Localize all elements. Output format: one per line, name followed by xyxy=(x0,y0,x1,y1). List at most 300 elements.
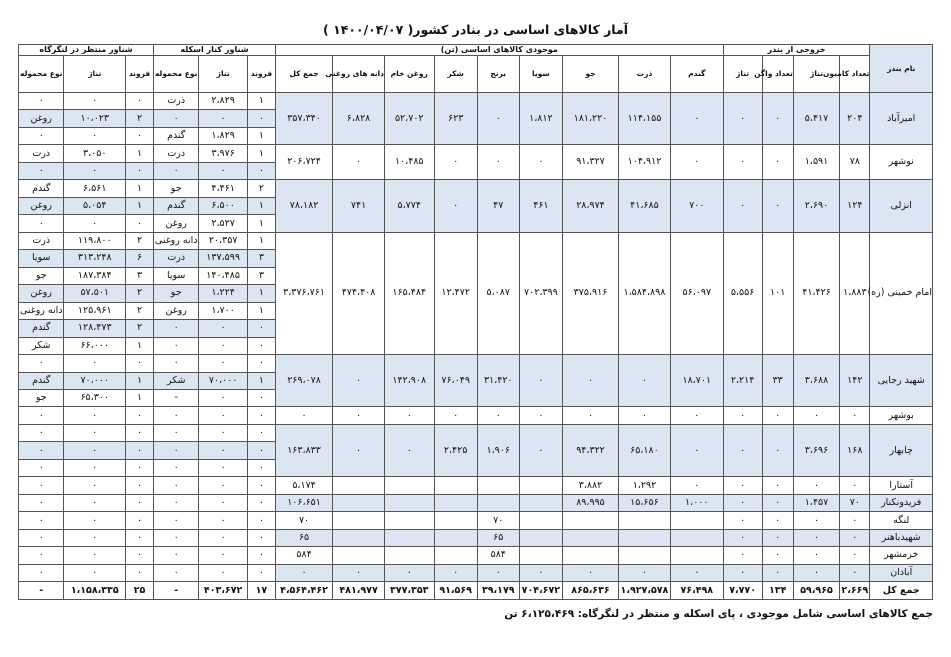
dock-cell: ۷۰،۰۰۰ xyxy=(199,372,248,389)
stock-cell: ۵،۱۷۴ xyxy=(275,477,332,494)
dock-cell: ۰ xyxy=(199,512,248,529)
wait-cell: ۰ xyxy=(64,424,126,441)
wait-cell: ذرت xyxy=(19,145,64,162)
dock-cell: ۰ xyxy=(199,162,248,179)
stock-column-header: برنج xyxy=(477,56,519,93)
stock-column-header: گندم xyxy=(670,56,723,93)
wait-cell: ۱۰،۰۲۳ xyxy=(64,110,126,127)
wait-cell: ۰ xyxy=(125,162,153,179)
port-name: نوشهر xyxy=(870,145,933,180)
stock-cell: ۴۶۱ xyxy=(519,180,562,232)
stock-cell: ۶۲۳ xyxy=(434,93,477,145)
stock-cell: ۰ xyxy=(434,564,477,581)
stock-column-header: جمع کل xyxy=(275,56,332,93)
dock-cell: ۰ xyxy=(247,477,275,494)
wait-cell: ۰ xyxy=(125,407,153,424)
port-name: امام خمینی (ره) xyxy=(870,232,933,354)
wait-cell: ۰ xyxy=(19,162,64,179)
port-name: لنگه xyxy=(870,512,933,529)
table-row xyxy=(19,494,933,511)
wait-cell: جو xyxy=(19,389,64,406)
dock-cell: ۴،۴۶۱ xyxy=(199,180,248,197)
wait-cell: ۰ xyxy=(19,407,64,424)
table-row xyxy=(19,564,933,581)
stock-cell xyxy=(384,529,434,546)
total-exit-cell: ۷،۷۷۰ xyxy=(723,582,762,600)
dock-cell: ۰ xyxy=(247,564,275,581)
port-header: نام بندر xyxy=(870,45,933,93)
total-wait-cell: ۲۵ xyxy=(125,582,153,600)
dock-cell: ۳ xyxy=(247,267,275,284)
dock-cell: ۱ xyxy=(247,127,275,144)
total-stock-cell: ۳۹،۱۷۹ xyxy=(477,582,519,600)
port-name: امیرآباد xyxy=(870,93,933,145)
dock-cell: ۰ xyxy=(154,547,199,564)
dock-cell: ۰ xyxy=(154,320,199,337)
wait-cell: ۰ xyxy=(64,529,126,546)
stock-cell: ۰ xyxy=(519,564,562,581)
exit-cell: ۰ xyxy=(840,512,870,529)
wait-cell: ۰ xyxy=(19,424,64,441)
exit-cell: ۰ xyxy=(840,564,870,581)
exit-cell: ۰ xyxy=(723,529,762,546)
stock-cell: ۰ xyxy=(670,477,723,494)
exit-cell: ۰ xyxy=(723,424,762,476)
dock-cell: ۱۳۷،۵۹۹ xyxy=(199,250,248,267)
wait-cell: ۰ xyxy=(64,442,126,459)
total-stock-cell: ۳۷۷،۳۵۳ xyxy=(384,582,434,600)
wait-cell: ۳،۰۵۰ xyxy=(64,145,126,162)
port-name: آستارا xyxy=(870,477,933,494)
wait-cell: ۱ xyxy=(125,372,153,389)
wait-cell: ۰ xyxy=(125,127,153,144)
exit-cell: ۱،۵۹۱ xyxy=(793,145,839,180)
dock-cell: ۰ xyxy=(199,477,248,494)
exit-cell: ۰ xyxy=(723,93,762,145)
stock-cell: ۵،۷۷۴ xyxy=(384,180,434,232)
stock-cell: ۷۴۱ xyxy=(333,180,385,232)
stock-cell: ۲۶۹،۰۷۸ xyxy=(275,355,332,407)
stock-cell: ۳۷۵،۹۱۶ xyxy=(562,232,618,354)
dock-cell: روغن xyxy=(154,215,199,232)
wait-cell: ۰ xyxy=(19,215,64,232)
wait-cell: ۵۷،۵۰۱ xyxy=(64,285,126,302)
dock-cell: ۰ xyxy=(247,320,275,337)
stock-cell: ۲۰۶،۷۲۴ xyxy=(275,145,332,180)
stock-cell: ۰ xyxy=(519,145,562,180)
stock-cell: ۰ xyxy=(434,407,477,424)
exit-cell: ۰ xyxy=(762,407,793,424)
exit-cell: ۳،۶۸۸ xyxy=(793,355,839,407)
dock-cell: ۰ xyxy=(247,529,275,546)
port-name: آبادان xyxy=(870,564,933,581)
exit-cell: ۰ xyxy=(840,407,870,424)
dock-column-header: نوع محموله xyxy=(154,56,199,93)
dock-cell: ۰ xyxy=(154,442,199,459)
exit-cell: ۵،۵۵۶ xyxy=(723,232,762,354)
stock-cell: ۱،۵۸۴،۸۹۸ xyxy=(619,232,671,354)
dock-cell: ۰ xyxy=(247,162,275,179)
wait-cell: ۰ xyxy=(19,93,64,110)
exit-cell: ۰ xyxy=(793,547,839,564)
dock-cell: ۱،۷۰۰ xyxy=(199,302,248,319)
exit-cell: ۰ xyxy=(762,477,793,494)
stock-cell: ۳،۸۸۲ xyxy=(562,477,618,494)
table-row xyxy=(19,477,933,494)
total-stock-cell: ۸۶۵،۶۳۶ xyxy=(562,582,618,600)
exit-column-header: تناژ xyxy=(723,56,762,93)
wait-cell: ۰ xyxy=(64,407,126,424)
exit-cell: ۰ xyxy=(762,494,793,511)
stock-cell: ۷۶،۰۴۹ xyxy=(434,355,477,407)
exit-cell: ۰ xyxy=(793,564,839,581)
dock-cell: ۳،۹۷۶ xyxy=(199,145,248,162)
stock-cell: ۰ xyxy=(384,564,434,581)
wait-cell: ۱۸۷،۳۸۴ xyxy=(64,267,126,284)
table-row xyxy=(19,355,933,372)
wait-cell: ۰ xyxy=(125,424,153,441)
exit-cell: ۰ xyxy=(723,547,762,564)
footer-summary: جمع کالاهای اساسی شامل موجودی ، پای اسکله و منتظر در لنگرگاه: ۶،۱۲۵،۴۶۹ تن xyxy=(504,608,933,620)
stock-cell: ۰ xyxy=(670,93,723,145)
stock-cell: ۶۵،۱۸۰ xyxy=(619,424,671,476)
stock-cell: ۵۸۴ xyxy=(477,547,519,564)
stock-cell: ۷۸،۱۸۲ xyxy=(275,180,332,232)
wait-cell: ۱۲۵،۹۶۱ xyxy=(64,302,126,319)
stock-cell xyxy=(670,529,723,546)
stock-cell: ۱۰۴،۹۱۲ xyxy=(619,145,671,180)
stock-cell: ۱۶۵،۴۸۴ xyxy=(384,232,434,354)
wait-cell: ۱ xyxy=(125,180,153,197)
wait-cell: روغن xyxy=(19,285,64,302)
stock-cell: ۳۵۷،۳۴۰ xyxy=(275,93,332,145)
dock-cell: ۶،۵۰۰ xyxy=(199,197,248,214)
wait-cell: ۶ xyxy=(125,250,153,267)
exit-cell: ۴۱،۴۲۶ xyxy=(793,232,839,354)
stock-cell xyxy=(434,512,477,529)
stock-cell: ۰ xyxy=(333,355,385,407)
total-stock-cell: ۷۶،۴۹۸ xyxy=(670,582,723,600)
wait-cell: ۲ xyxy=(125,302,153,319)
wait-cell: ۰ xyxy=(64,215,126,232)
wait-cell: ۰ xyxy=(19,442,64,459)
stock-cell: ۱،۰۰۰ xyxy=(670,494,723,511)
wait-cell: ۰ xyxy=(125,355,153,372)
stock-cell xyxy=(619,529,671,546)
stock-cell: ۵۸۴ xyxy=(275,547,332,564)
stock-cell: ۱۵،۶۵۶ xyxy=(619,494,671,511)
exit-cell: ۳۳ xyxy=(762,355,793,407)
dock-column-header: فروند xyxy=(247,56,275,93)
stock-cell xyxy=(619,547,671,564)
stock-cell xyxy=(562,547,618,564)
wait-cell: ۲ xyxy=(125,232,153,249)
stock-column-header: شکر xyxy=(434,56,477,93)
stock-cell xyxy=(519,494,562,511)
stock-cell xyxy=(562,529,618,546)
wait-cell: ۷۰،۰۰۰ xyxy=(64,372,126,389)
stock-cell xyxy=(434,494,477,511)
dock-cell: ۰ xyxy=(199,337,248,354)
dock-cell: ۰ xyxy=(199,529,248,546)
stock-cell xyxy=(519,477,562,494)
wait-cell: ۰ xyxy=(125,564,153,581)
stock-cell: ۵،۰۸۷ xyxy=(477,232,519,354)
total-stock-cell: ۹۱،۵۶۹ xyxy=(434,582,477,600)
exit-cell: ۰ xyxy=(793,407,839,424)
stock-cell: ۰ xyxy=(275,564,332,581)
exit-cell: ۱۰۱ xyxy=(762,232,793,354)
stock-cell: ۰ xyxy=(619,564,671,581)
wait-cell: ۰ xyxy=(19,459,64,476)
dock-cell: ۱۴۰،۴۸۵ xyxy=(199,267,248,284)
stock-column-header: دانه های روغنی xyxy=(333,56,385,93)
wait-column-header: فروند xyxy=(125,56,153,93)
wait-column-header: تناژ xyxy=(64,56,126,93)
table-row xyxy=(19,512,933,529)
wait-cell: ۰ xyxy=(64,494,126,511)
wait-cell: سویا xyxy=(19,250,64,267)
dock-cell: دانه روغنی xyxy=(154,232,199,249)
stock-cell: ۰ xyxy=(670,407,723,424)
dock-cell: ۰ xyxy=(154,407,199,424)
stock-cell xyxy=(333,512,385,529)
wait-cell: ۰ xyxy=(125,459,153,476)
dock-cell: ۰ xyxy=(247,389,275,406)
exit-cell: ۰ xyxy=(762,529,793,546)
stock-cell: ۰ xyxy=(670,424,723,476)
dock-cell: ۰ xyxy=(199,459,248,476)
dock-cell: گندم xyxy=(154,197,199,214)
stock-cell xyxy=(333,547,385,564)
dock-cell: ۰ xyxy=(247,110,275,127)
stock-cell: ۱،۸۱۲ xyxy=(519,93,562,145)
stock-cell: ۰ xyxy=(275,407,332,424)
exit-cell: ۰ xyxy=(762,180,793,232)
table-row xyxy=(19,547,933,564)
exit-cell: ۰ xyxy=(793,477,839,494)
stock-cell: ۱۸،۷۰۱ xyxy=(670,355,723,407)
dock-cell: ۱ xyxy=(247,197,275,214)
stock-cell: ۶۵ xyxy=(275,529,332,546)
wait-cell: ۰ xyxy=(64,459,126,476)
dock-cell: ۰ xyxy=(199,407,248,424)
wait-cell: ۰ xyxy=(64,512,126,529)
dock-cell: ۰ xyxy=(154,477,199,494)
wait-group-header: شناور منتظر در لنگرگاه xyxy=(19,45,154,56)
stock-cell xyxy=(477,477,519,494)
stock-cell xyxy=(333,529,385,546)
stock-cell xyxy=(477,494,519,511)
total-exit-cell: ۵۹،۹۶۵ xyxy=(793,582,839,600)
wait-cell: ۱۲۸،۴۷۳ xyxy=(64,320,126,337)
dock-cell: جو xyxy=(154,285,199,302)
exit-cell: ۷۸ xyxy=(840,145,870,180)
table-row xyxy=(19,180,933,197)
wait-cell: ۱ xyxy=(125,389,153,406)
dock-cell: سویا xyxy=(154,267,199,284)
dock-cell: ۰ xyxy=(247,547,275,564)
dock-cell: ۰ xyxy=(154,564,199,581)
stock-cell: ۱۲،۴۷۲ xyxy=(434,232,477,354)
exit-cell: ۰ xyxy=(762,424,793,476)
stock-cell: ۱۰،۴۸۵ xyxy=(384,145,434,180)
total-label: جمع کل xyxy=(870,582,933,600)
exit-cell: ۱۶۸ xyxy=(840,424,870,476)
stock-cell: ۰ xyxy=(519,355,562,407)
total-dock-cell: ۴۰۳،۶۷۲ xyxy=(199,582,248,600)
wait-cell: ۶۶،۰۰۰ xyxy=(64,337,126,354)
stock-cell: ۰ xyxy=(384,424,434,476)
dock-cell: ۰ xyxy=(199,547,248,564)
exit-cell: ۰ xyxy=(723,564,762,581)
stock-cell: ۴۷۴،۴۰۸ xyxy=(333,232,385,354)
stock-cell xyxy=(434,477,477,494)
exit-cell: ۰ xyxy=(762,145,793,180)
wait-cell: ذرت xyxy=(19,232,64,249)
wait-cell: ۱ xyxy=(125,197,153,214)
wait-cell: ۰ xyxy=(125,477,153,494)
wait-cell: ۰ xyxy=(19,494,64,511)
stock-cell: ۶،۸۲۸ xyxy=(333,93,385,145)
wait-cell: ۲ xyxy=(125,320,153,337)
stock-cell: ۰ xyxy=(670,564,723,581)
wait-cell: ۵،۰۵۴ xyxy=(64,197,126,214)
stock-cell: ۵۶،۰۹۷ xyxy=(670,232,723,354)
total-exit-cell: ۲،۶۶۹ xyxy=(840,582,870,600)
stock-cell: ۰ xyxy=(434,180,477,232)
wait-cell: ۰ xyxy=(19,512,64,529)
stock-cell: ۰ xyxy=(477,145,519,180)
dock-group-header: شناور کنار اسکله xyxy=(154,45,276,56)
wait-cell: ۶۵،۳۰۰ xyxy=(64,389,126,406)
stock-cell xyxy=(384,477,434,494)
exit-cell: ۰ xyxy=(840,477,870,494)
stock-column-header: جو xyxy=(562,56,618,93)
port-name: انزلی xyxy=(870,180,933,232)
stock-cell xyxy=(562,512,618,529)
port-name: چابهار xyxy=(870,424,933,476)
stock-cell: ۰ xyxy=(477,564,519,581)
dock-cell: ۰ xyxy=(199,355,248,372)
port-name: شهیدباهنر xyxy=(870,529,933,546)
exit-cell: ۰ xyxy=(723,145,762,180)
basic-goods-table xyxy=(18,44,933,600)
dock-cell: ذرت xyxy=(154,250,199,267)
stock-cell: ۹۴،۳۲۲ xyxy=(562,424,618,476)
wait-cell: ۰ xyxy=(19,477,64,494)
wait-cell: ۰ xyxy=(125,547,153,564)
wait-cell: دانه روغنی xyxy=(19,302,64,319)
stock-cell: ۴۱،۶۸۵ xyxy=(619,180,671,232)
stock-cell: ۰ xyxy=(519,407,562,424)
dock-cell: ۰ xyxy=(199,389,248,406)
stock-cell: ۰ xyxy=(477,407,519,424)
exit-cell: ۰ xyxy=(762,564,793,581)
wait-cell: ۰ xyxy=(64,564,126,581)
dock-cell: ۱،۸۲۹ xyxy=(199,127,248,144)
exit-cell: ۰ xyxy=(723,494,762,511)
exit-cell: ۰ xyxy=(723,407,762,424)
exit-cell: ۱۴۲ xyxy=(840,355,870,407)
table-row xyxy=(19,93,933,110)
dock-cell: ۰ xyxy=(154,512,199,529)
stock-cell: ۰ xyxy=(333,564,385,581)
table-row xyxy=(19,232,933,249)
dock-cell: ۰ xyxy=(154,424,199,441)
stock-cell xyxy=(384,547,434,564)
dock-cell: جو xyxy=(154,180,199,197)
port-name: فریدونکنار xyxy=(870,494,933,511)
dock-cell: ۰ xyxy=(199,320,248,337)
dock-cell: ۱ xyxy=(247,372,275,389)
exit-cell: ۰ xyxy=(840,547,870,564)
stock-cell xyxy=(384,494,434,511)
dock-cell: ذرت xyxy=(154,93,199,110)
stock-cell xyxy=(434,529,477,546)
total-stock-cell: ۴،۵۶۴،۴۶۲ xyxy=(275,582,332,600)
dock-cell: ۰ xyxy=(247,459,275,476)
wait-cell: ۱۱۹،۸۰۰ xyxy=(64,232,126,249)
wait-cell: ۶،۵۶۱ xyxy=(64,180,126,197)
total-row xyxy=(19,582,933,600)
stock-cell: ۰ xyxy=(434,145,477,180)
dock-cell: ۲ xyxy=(247,180,275,197)
wait-cell: ۱ xyxy=(125,337,153,354)
exit-cell: ۳،۶۹۶ xyxy=(793,424,839,476)
wait-cell: ۳۱۳،۲۴۸ xyxy=(64,250,126,267)
port-name: شهید رجایی xyxy=(870,355,933,407)
exit-cell: ۰ xyxy=(840,529,870,546)
dock-cell: شکر xyxy=(154,372,199,389)
wait-cell: ۰ xyxy=(125,494,153,511)
wait-cell: شکر xyxy=(19,337,64,354)
stock-cell: ۰ xyxy=(333,145,385,180)
stock-cell: ۳،۳۷۶،۷۶۱ xyxy=(275,232,332,354)
total-stock-cell: ۱،۹۲۷،۵۷۸ xyxy=(619,582,671,600)
dock-cell: ۰ xyxy=(199,494,248,511)
exit-cell: ۰ xyxy=(723,512,762,529)
dock-cell: ۰ xyxy=(199,564,248,581)
stock-cell xyxy=(519,547,562,564)
dock-cell: ۱،۲۲۴ xyxy=(199,285,248,302)
exit-cell: ۱۲۴ xyxy=(840,180,870,232)
stock-cell: ۱۸۱،۲۲۰ xyxy=(562,93,618,145)
table-row xyxy=(19,407,933,424)
stock-cell: ۰ xyxy=(333,407,385,424)
wait-cell: ۰ xyxy=(19,547,64,564)
dock-cell: ۰ xyxy=(247,337,275,354)
stock-cell: ۰ xyxy=(670,145,723,180)
dock-cell: ۰ xyxy=(247,407,275,424)
exit-column-header: تناژ xyxy=(793,56,839,93)
dock-cell: گندم xyxy=(154,127,199,144)
wait-cell: روغن xyxy=(19,197,64,214)
dock-cell: ۰ xyxy=(154,355,199,372)
stock-cell: ۲۸،۹۷۴ xyxy=(562,180,618,232)
dock-cell: ذرت xyxy=(154,145,199,162)
exit-cell: ۰ xyxy=(793,529,839,546)
stock-cell: ۱،۲۹۲ xyxy=(619,477,671,494)
dock-cell: ۰ xyxy=(199,424,248,441)
wait-cell: ۰ xyxy=(64,162,126,179)
wait-cell: ۲ xyxy=(125,285,153,302)
total-dock-cell: ۱۷ xyxy=(247,582,275,600)
wait-cell: ۳ xyxy=(125,267,153,284)
wait-cell: گندم xyxy=(19,372,64,389)
exit-cell: ۰ xyxy=(762,547,793,564)
stock-cell: ۰ xyxy=(562,407,618,424)
